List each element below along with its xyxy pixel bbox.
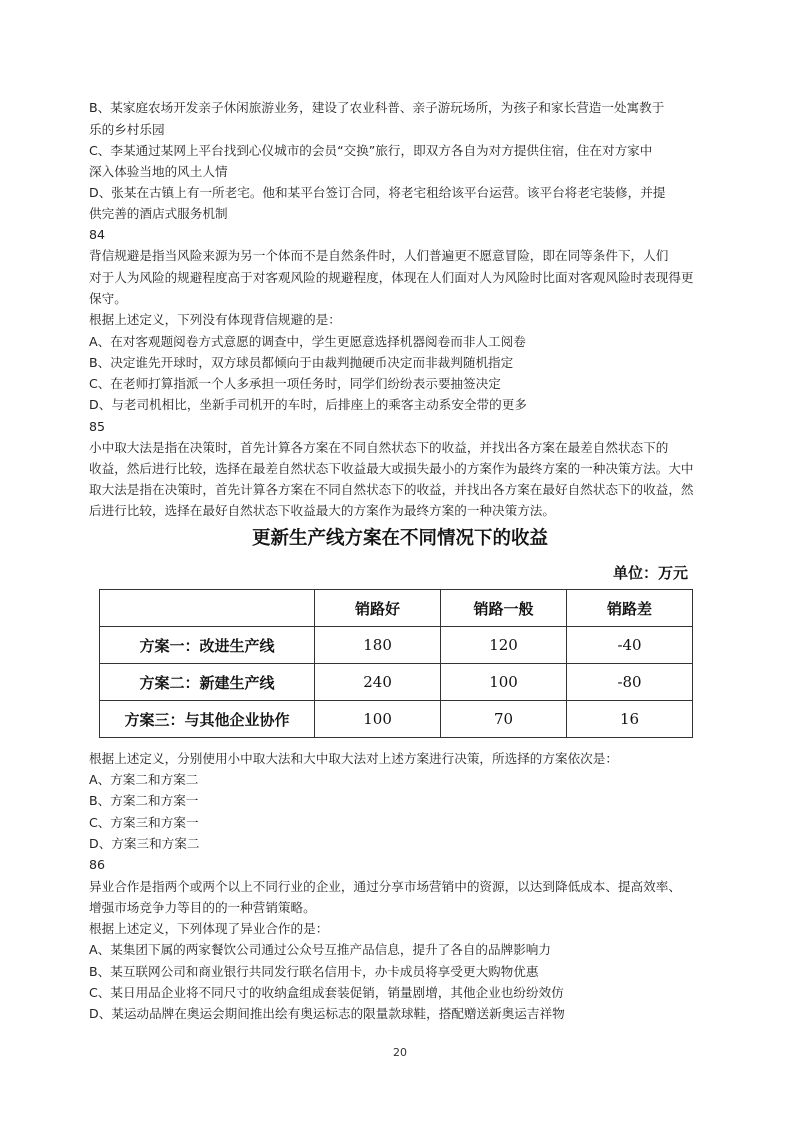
q84-option-c: C、在老师打算指派一个人多承担一项任务时，同学们纷纷表示要抽签决定 xyxy=(89,376,501,391)
q83-option-d-line1: D、张某在古镇上有一所老宅。他和某平台签订合同，将老宅租给该平台运营。该平台将老宅装修，并提 xyxy=(89,185,666,200)
q85-definition-line2: 收益，然后进行比较，选择在最差自然状态下收益最大或损失最小的方案作为最终方案的一种决策方法。大中 xyxy=(89,461,694,476)
q86-number: 86 xyxy=(89,857,106,872)
q86-definition-line1: 异业合作是指两个或两个以上不同行业的企业，通过分享市场营销中的资源，以达到降低成本、提高效率、 xyxy=(89,879,681,894)
plan-label: 方案二：新建生产线 xyxy=(100,664,315,701)
q85-option-b: B、方案二和方案一 xyxy=(89,793,199,808)
q84-definition-line3: 保守。 xyxy=(89,291,127,306)
value-normal: 100 xyxy=(441,664,567,701)
q85-option-d: D、方案三和方案二 xyxy=(89,836,200,851)
plan-label: 方案三：与其他企业协作 xyxy=(100,701,315,738)
q83-option-c-line1: C、李某通过某网上平台找到心仪城市的会员“交换”旅行，即双方各自为对方提供住宿，住在对方家中 xyxy=(89,143,653,158)
q86-option-c: C、某日用品企业将不同尺寸的收纳盒组成套装促销，销量剧增，其他企业也纷纷效仿 xyxy=(89,985,564,1000)
q83-option-c-line2: 深入体验当地的风土人情 xyxy=(89,164,228,179)
q86-definition-line2: 增强市场竞争力等目的的一种营销策略。 xyxy=(89,900,316,915)
q84-option-a: A、在对客观题阅卷方式意愿的调查中，学生更愿意选择机器阅卷而非人工阅卷 xyxy=(89,334,526,349)
q85-definition-line3: 取大法是指在决策时，首先计算各方案在不同自然状态下的收益，并找出各方案在最好自然状态下的收益，然 xyxy=(89,482,694,497)
value-good: 180 xyxy=(315,627,441,664)
value-bad: 16 xyxy=(567,701,693,738)
table-header-bad: 销路差 xyxy=(567,590,693,627)
table-title: 更新生产线方案在不同情况下的收益 xyxy=(251,528,548,549)
value-good: 100 xyxy=(315,701,441,738)
q85-option-a: A、方案二和方案二 xyxy=(89,772,199,787)
page-number: 20 xyxy=(393,1046,407,1059)
q85-option-c: C、方案三和方案一 xyxy=(89,815,199,830)
table-unit: 单位：万元 xyxy=(612,564,688,582)
q83-option-b-line2: 乐的乡村乐园 xyxy=(89,122,165,137)
table-row xyxy=(100,664,693,701)
q85-question: 根据上述定义，分别使用小中取大法和大中取大法对上述方案进行决策，所选择的方案依次是： xyxy=(89,751,618,766)
q86-option-b: B、某互联网公司和商业银行共同发行联名信用卡，办卡成员将享受更大购物优惠 xyxy=(89,964,539,979)
q84-question: 根据上述定义，下列没有体现背信规避的是： xyxy=(89,312,341,327)
q84-option-b: B、决定谁先开球时，双方球员都倾向于由裁判抛硬币决定而非裁判随机指定 xyxy=(89,355,514,370)
revenue-table xyxy=(99,589,693,738)
q83-option-b-line1: B、某家庭农场开发亲子休闲旅游业务，建设了农业科普、亲子游玩场所，为孩子和家长营造一处寓教于 xyxy=(89,100,665,115)
value-normal: 70 xyxy=(441,701,567,738)
table-row xyxy=(100,701,693,738)
q83-option-d-line2: 供完善的酒店式服务机制 xyxy=(89,206,228,221)
value-normal: 120 xyxy=(441,627,567,664)
q85-number: 85 xyxy=(89,419,106,434)
q84-option-d: D、与老司机相比，坐新手司机开的车时，后排座上的乘客主动系安全带的更多 xyxy=(89,397,527,412)
table-header-normal: 销路一般 xyxy=(441,590,567,627)
q86-option-d: D、某运动品牌在奥运会期间推出绘有奥运标志的限量款球鞋，搭配赠送新奥运吉祥物 xyxy=(89,1006,565,1021)
plan-label: 方案一：改进生产线 xyxy=(100,627,315,664)
q84-number: 84 xyxy=(89,227,106,242)
table-header-row xyxy=(100,590,693,627)
value-bad: -40 xyxy=(567,627,693,664)
value-bad: -80 xyxy=(567,664,693,701)
q85-definition-line4: 后进行比较，选择在最好自然状态下收益最大的方案作为最终方案的一种决策方法。 xyxy=(89,503,555,518)
q84-definition-line2: 对于人为风险的规避程度高于对客观风险的规避程度，体现在人们面对人为风险时比面对客观风险时表现得更 xyxy=(89,270,694,285)
q86-question: 根据上述定义，下列体现了异业合作的是： xyxy=(89,921,329,936)
table-header-good: 销路好 xyxy=(315,590,441,627)
q84-definition-line1: 背信规避是指当风险来源为另一个体而不是自然条件时，人们普遍更不愿意冒险，即在同等条件下，人们 xyxy=(89,248,669,263)
value-good: 240 xyxy=(315,664,441,701)
table-row xyxy=(100,627,693,664)
q86-option-a: A、某集团下属的两家餐饮公司通过公众号互推产品信息，提升了各自的品牌影响力 xyxy=(89,942,551,957)
table-header-corner xyxy=(100,590,315,627)
q85-definition-line1: 小中取大法是指在决策时，首先计算各方案在不同自然状态下的收益，并找出各方案在最差自然状态下的 xyxy=(89,440,669,455)
